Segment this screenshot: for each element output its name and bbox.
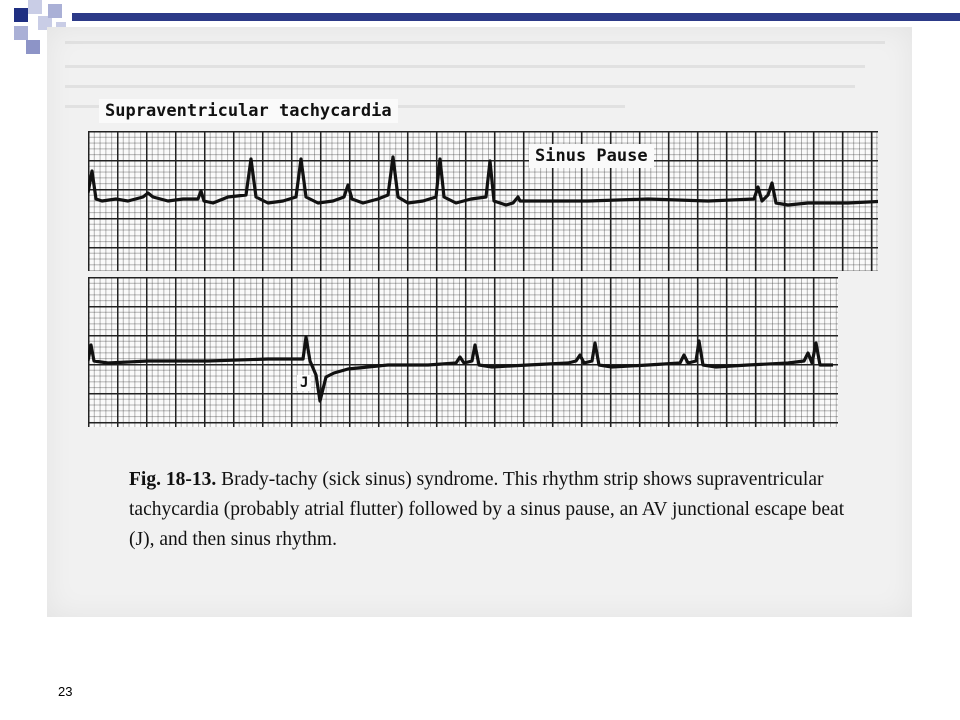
junctional-beat-marker: J — [297, 375, 311, 391]
scanned-figure — [47, 27, 912, 617]
ecg-strip-1 — [88, 131, 878, 271]
sinus-pause-annotation: Sinus Pause — [529, 144, 654, 168]
page-number: 23 — [58, 684, 73, 699]
strip1-label: Supraventricular tachycardia — [99, 99, 398, 123]
caption-text: Brady-tachy (sick sinus) syndrome. This rhythm strip shows supraventricular tachycardia (probably atrial flutter) followed by a sinus pause, an AV junctional escape beat (J), and then sinus rhythm. — [129, 469, 845, 550]
figure-caption — [129, 465, 869, 555]
ecg-strip-2 — [88, 277, 838, 427]
figure-number: Fig. 18-13. — [129, 469, 217, 490]
ecg-trace-2 — [88, 277, 838, 427]
ecg-trace-1 — [88, 131, 878, 271]
